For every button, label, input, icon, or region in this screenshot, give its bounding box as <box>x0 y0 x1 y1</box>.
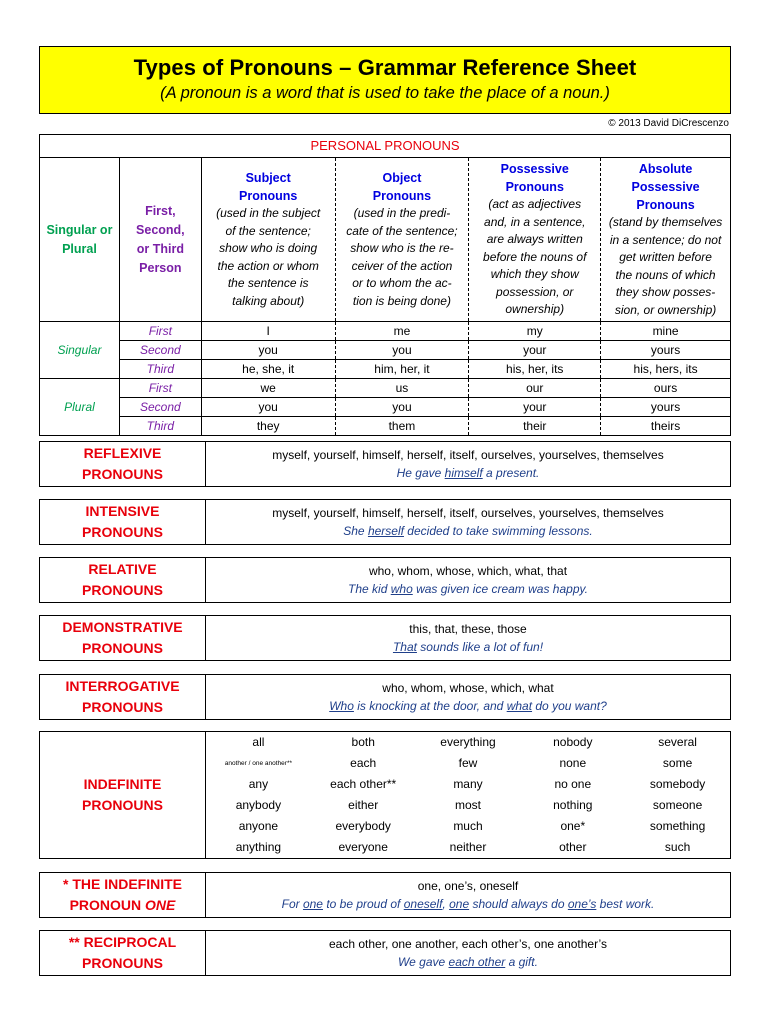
object-cell: them <box>335 417 469 436</box>
absolute-cell: yours <box>601 341 731 360</box>
indefinite-word: nothing <box>553 798 593 812</box>
relative-list: who, whom, whose, which, what, that <box>368 564 568 578</box>
absolute-cell: his, hers, its <box>601 360 731 379</box>
indefinite-section <box>39 731 731 859</box>
indefinite-word: either <box>348 798 379 812</box>
person-cell: First <box>119 322 201 341</box>
subject-cell: you <box>201 341 335 360</box>
indefinite-word: much <box>453 819 483 833</box>
person-cell: Third <box>119 360 201 379</box>
absolute-cell: theirs <box>601 417 731 436</box>
person-cell: Third <box>119 417 201 436</box>
col-person-header: First, Second, or Third Person <box>119 158 201 322</box>
indefinite-word: all <box>252 735 265 749</box>
absolute-cell: yours <box>601 398 731 417</box>
possessive-cell: your <box>469 398 601 417</box>
object-cell: me <box>335 322 469 341</box>
reciprocal-label: ** RECIPROCAL PRONOUNS <box>40 931 206 975</box>
indefinite-word: something <box>649 819 706 833</box>
reflexive-example: He gave himself a present. <box>396 466 540 480</box>
indefinite-word: many <box>453 777 483 791</box>
possessive-cell: his, her, its <box>469 360 601 379</box>
subject-cell: I <box>201 322 335 341</box>
absolute-cell: mine <box>601 322 731 341</box>
interrogative-content <box>206 675 730 719</box>
absolute-cell: ours <box>601 379 731 398</box>
possessive-cell: their <box>469 417 601 436</box>
copyright: © 2013 David DiCrescenzo <box>608 118 729 129</box>
indefinite-word: several <box>658 735 697 749</box>
reciprocal-list: each other, one another, each other’s, one another’s <box>329 937 607 951</box>
col-subject-header: Subject Pronouns (used in the subject of the sentence; show who is doing the action or whom the sentence is talking about) <box>201 158 335 322</box>
indefinite-word: both <box>351 735 375 749</box>
personal-pronouns-title: PERSONAL PRONOUNS <box>40 135 731 158</box>
col-absolute-header: Absolute Possessive Pronouns (stand by themselves in a sentence; do not get written before the nouns of which they show posses- sion, or ownership) <box>601 158 731 322</box>
person-cell: Second <box>119 398 201 417</box>
indefinite-label: INDEFINITE PRONOUNS <box>40 732 206 858</box>
indefinite-word: anyone <box>238 819 279 833</box>
indefinite-word: each <box>350 756 377 770</box>
indefinite-word: another / one another** <box>224 760 292 767</box>
col-object-header: Object Pronouns (used in the predi- cate of the sentence; show who is the re- ceiver of the action or to whom the ac- tion is being done) <box>335 158 469 322</box>
interrogative-example: Who is knocking at the door, and what do you want? <box>329 699 607 713</box>
intensive-example: She herself decided to take swimming lessons. <box>343 524 593 538</box>
reflexive-section <box>39 441 731 487</box>
indefinite-word: anything <box>235 840 282 854</box>
subject-cell: you <box>201 398 335 417</box>
indefinite-one-list: one, one’s, oneself <box>417 879 519 893</box>
interrogative-list: who, whom, whose, which, what <box>382 681 554 695</box>
personal-pronouns-table <box>39 134 731 436</box>
indefinite-word: any <box>248 777 269 791</box>
demonstrative-list: this, that, these, those <box>409 622 527 636</box>
indefinite-word: everything <box>440 735 496 749</box>
col-number-header: Singular or Plural <box>40 158 120 322</box>
object-cell: you <box>335 398 469 417</box>
possessive-cell: our <box>469 379 601 398</box>
reflexive-label: REFLEXIVE PRONOUNS <box>40 442 206 486</box>
indefinite-content <box>206 732 730 858</box>
number-plural: Plural <box>40 379 120 436</box>
table-row <box>40 322 731 341</box>
interrogative-label: INTERROGATIVE PRONOUNS <box>40 675 206 719</box>
col-possessive-header: Possessive Pronouns (act as adjectives and, in a sentence, are always written before the nouns of which they show possession, or ownership) <box>469 158 601 322</box>
intensive-list: myself, yourself, himself, herself, itself, ourselves, yourselves, themselves <box>272 506 664 520</box>
interrogative-section <box>39 674 731 720</box>
page-title: Types of Pronouns – Grammar Reference Sheet <box>133 55 637 80</box>
indefinite-word: nobody <box>553 735 593 749</box>
indefinite-one-label: * THE INDEFINITE PRONOUN ONE <box>40 873 206 917</box>
indefinite-one-example: For one to be proud of oneself, one should always do one’s best work. <box>281 897 655 911</box>
possessive-cell: your <box>469 341 601 360</box>
page-subtitle: (A pronoun is a word that is used to take the place of a noun.) <box>160 84 610 102</box>
indefinite-word: someone <box>652 798 703 812</box>
reciprocal-content <box>206 931 730 975</box>
possessive-cell: my <box>469 322 601 341</box>
demonstrative-content <box>206 616 730 660</box>
intensive-content <box>206 500 730 544</box>
table-row <box>40 379 731 398</box>
object-cell: him, her, it <box>335 360 469 379</box>
indefinite-word: some <box>662 756 693 770</box>
intensive-label: INTENSIVE PRONOUNS <box>40 500 206 544</box>
indefinite-word: somebody <box>649 777 706 791</box>
indefinite-word: such <box>664 840 691 854</box>
reciprocal-section <box>39 930 731 976</box>
table-row <box>40 341 731 360</box>
indefinite-word: anybody <box>235 798 282 812</box>
relative-example: The kid who was given ice cream was happy. <box>348 582 588 596</box>
subject-cell: he, she, it <box>201 360 335 379</box>
person-cell: First <box>119 379 201 398</box>
indefinite-word: few <box>458 756 478 770</box>
indefinite-word: none <box>559 756 587 770</box>
indefinite-one-section <box>39 872 731 918</box>
indefinite-word: other <box>559 840 587 854</box>
demonstrative-section <box>39 615 731 661</box>
indefinite-word: everybody <box>335 819 391 833</box>
indefinite-word: each other** <box>330 777 397 791</box>
table-row <box>40 417 731 436</box>
table-row <box>40 398 731 417</box>
title-banner <box>39 46 731 114</box>
indefinite-grid <box>206 730 730 860</box>
object-cell: us <box>335 379 469 398</box>
number-singular: Singular <box>40 322 120 379</box>
object-cell: you <box>335 341 469 360</box>
relative-label: RELATIVE PRONOUNS <box>40 558 206 602</box>
demonstrative-example: That sounds like a lot of fun! <box>392 640 544 654</box>
subject-cell: we <box>201 379 335 398</box>
demonstrative-label: DEMONSTRATIVE PRONOUNS <box>40 616 206 660</box>
intensive-section <box>39 499 731 545</box>
table-row <box>40 360 731 379</box>
relative-content <box>206 558 730 602</box>
person-cell: Second <box>119 341 201 360</box>
indefinite-word: most <box>454 798 481 812</box>
reciprocal-example: We gave each other a gift. <box>398 955 538 969</box>
relative-section <box>39 557 731 603</box>
indefinite-word: no one <box>554 777 592 791</box>
indefinite-word: everyone <box>338 840 388 854</box>
reflexive-list: myself, yourself, himself, herself, itself, ourselves, yourselves, themselves <box>272 448 664 462</box>
indefinite-word: one* <box>560 819 586 833</box>
indefinite-one-content <box>206 873 730 917</box>
indefinite-word: neither <box>449 840 487 854</box>
subject-cell: they <box>201 417 335 436</box>
reflexive-content <box>206 442 730 486</box>
